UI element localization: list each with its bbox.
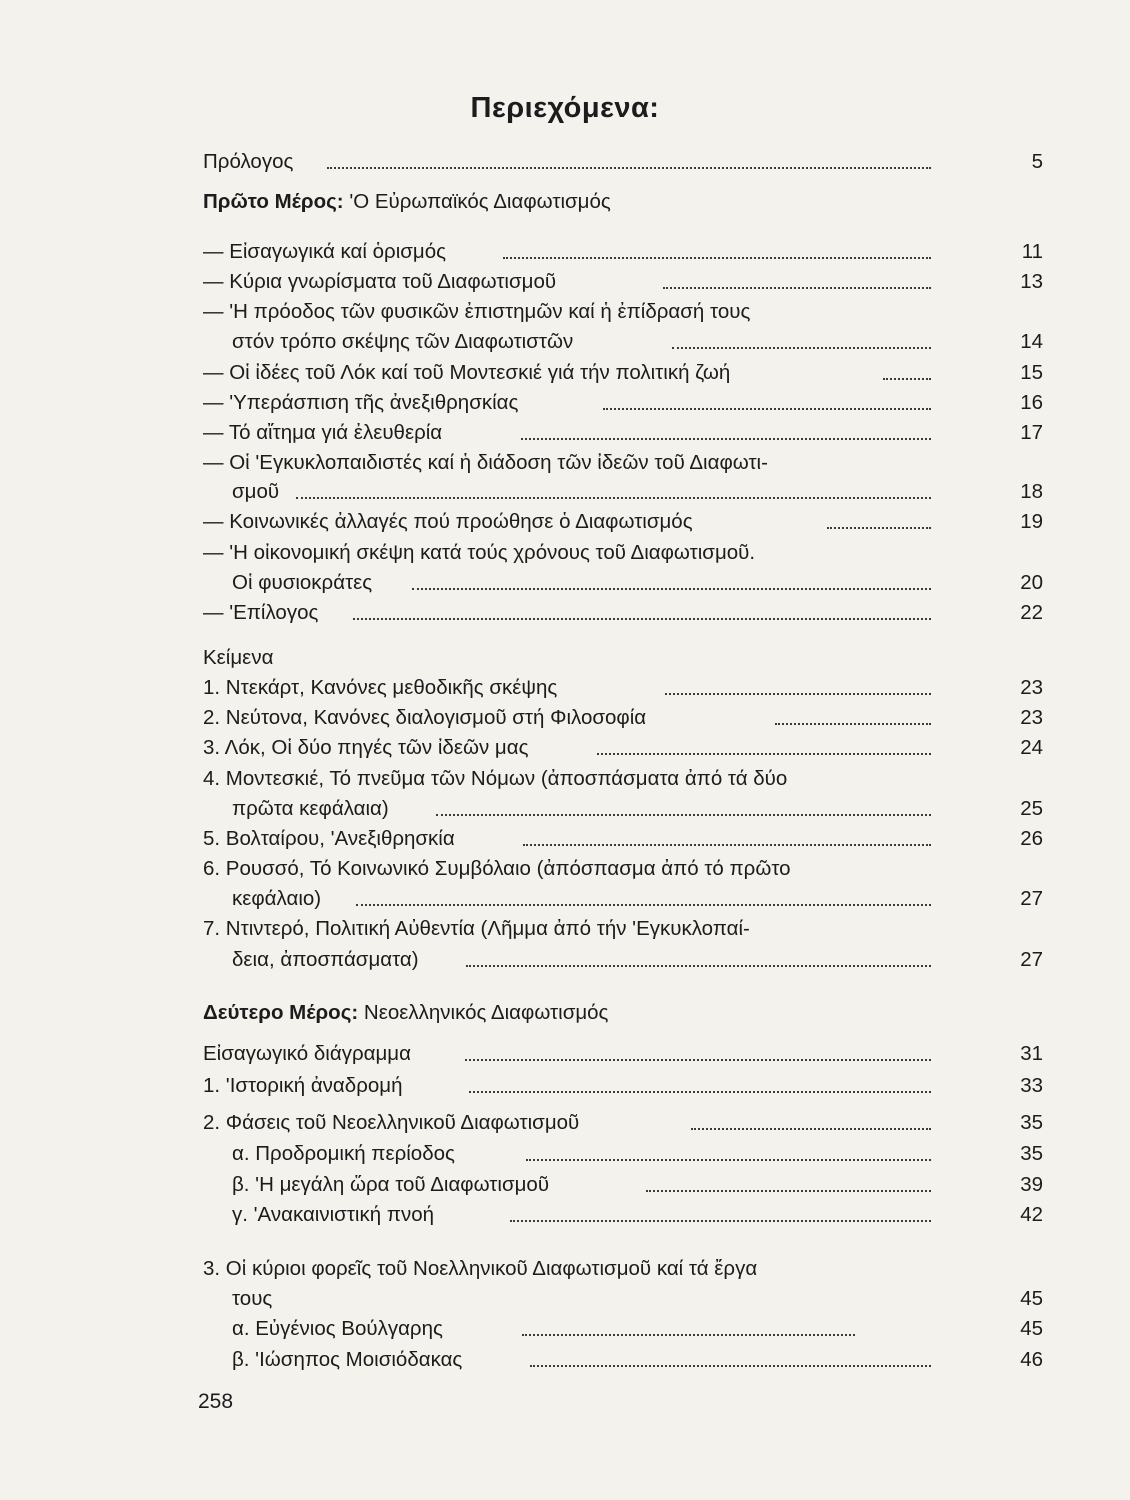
toc-entry-sub: α. Εὐγένιος Βούλγαρης 45 [232,1314,1043,1344]
toc-entry-continued: στόν τρόπο σκέψης τῶν Διαφωτιστῶν 14 [232,327,1043,357]
toc-entry: 2. Νεύτονα, Κανόνες διαλογισμοῦ στή Φιλοσοφία 23 [203,703,1043,733]
toc-entry: — Οἱ 'Εγκυκλοπαιδιστές καί ἡ διάδοση τῶν ἰδεῶν τοῦ Διαφωτι- [203,448,1043,478]
toc-entry: — Εἰσαγωγικά καί ὁρισμός 11 [203,237,1043,267]
toc-entry: 6. Ρουσσό, Τό Κοινωνικό Συμβόλαιο (ἀπόσπασμα ἀπό τό πρῶτο [203,854,1043,884]
toc-entry: — Οἱ ἰδέες τοῦ Λόκ καί τοῦ Μοντεσκιέ γιά τήν πολιτική ζωή 15 [203,358,1043,388]
page-title: Περιεχόμενα: [470,92,660,124]
toc-entry-continued: πρῶτα κεφάλαια) 25 [232,794,1043,824]
toc-entry: — 'Υπεράσπιση τῆς ἀνεξιθρησκίας 16 [203,388,1043,418]
toc-page-number: 5 [1031,150,1043,173]
toc-entry: — Κοινωνικές ἀλλαγές πού προώθησε ὁ Διαφωτισμός 19 [203,507,1043,537]
toc-entry-sub: α. Προδρομική περίοδος 35 [232,1139,1043,1169]
part2-heading: Δεύτερο Μέρος: Νεοελληνικός Διαφωτισμός [203,998,1043,1028]
toc-entry: — 'Η οἰκονομική σκέψη κατά τούς χρόνους τοῦ Διαφωτισμοῦ. [203,538,1043,568]
toc-entry-continued: Οἱ φυσιοκράτες 20 [232,568,1043,598]
toc-entry: — Τό αἴτημα γιά ἐλευθερία 17 [203,418,1043,448]
toc-entry: Εἰσαγωγικό διάγραμμα 31 [203,1039,1043,1069]
texts-heading: Κείμενα [203,646,274,669]
toc-entry-sub: β. 'Η μεγάλη ὥρα τοῦ Διαφωτισμοῦ 39 [232,1170,1043,1200]
toc-entry: — 'Επίλογος 22 [203,598,1043,628]
toc-entry: 1. 'Ιστορική ἀναδρομή 33 [203,1071,1043,1101]
toc-entry: 7. Ντιντερό, Πολιτική Αὐθεντία (Λῆμμα ἀπό τήν 'Εγκυκλοπαί- [203,914,1043,944]
toc-entry-continued: τους 45 [232,1284,1043,1314]
toc-entry: 4. Μοντεσκιέ, Τό πνεῦμα τῶν Νόμων (ἀποσπάσματα ἀπό τά δύο [203,764,1043,794]
toc-entry: 1. Ντεκάρτ, Κανόνες μεθοδικῆς σκέψης 23 [203,673,1043,703]
toc-entry: — Κύρια γνωρίσματα τοῦ Διαφωτισμοῦ 13 [203,267,1043,297]
toc-entry: 3. Λόκ, Οἱ δύο πηγές τῶν ἰδεῶν μας 24 [203,733,1043,763]
toc-entry-continued: σμοῦ 18 [232,477,1043,507]
toc-entry: 2. Φάσεις τοῦ Νεοελληνικοῦ Διαφωτισμοῦ 35 [203,1108,1043,1138]
toc-entry-continued: κεφάλαιο) 27 [232,884,1043,914]
toc-entry: — 'Η πρόοδος τῶν φυσικῶν ἐπιστημῶν καί ἡ ἐπίδρασή τους [203,297,1043,327]
toc-entry-continued: δεια, ἀποσπάσματα) 27 [232,945,1043,975]
page-number: 258 [198,1390,234,1413]
part1-heading: Πρῶτο Μέρος: 'Ο Εὐρωπαϊκός Διαφωτισμός [203,187,1043,217]
toc-entry-sub: γ. 'Ανακαινιστική πνοή 42 [232,1200,1043,1230]
toc-entry: 5. Βολταίρου, 'Ανεξιθρησκία 26 [203,824,1043,854]
toc-entry: 3. Οἱ κύριοι φορεῖς τοῦ Νοελληνικοῦ Διαφωτισμοῦ καί τά ἔργα [203,1254,1043,1284]
toc-entry-sub: β. 'Ιώσηπος Μοισιόδακας 46 [232,1345,1043,1375]
toc-entry-prologue: Πρόλογος 5 [203,147,1043,177]
